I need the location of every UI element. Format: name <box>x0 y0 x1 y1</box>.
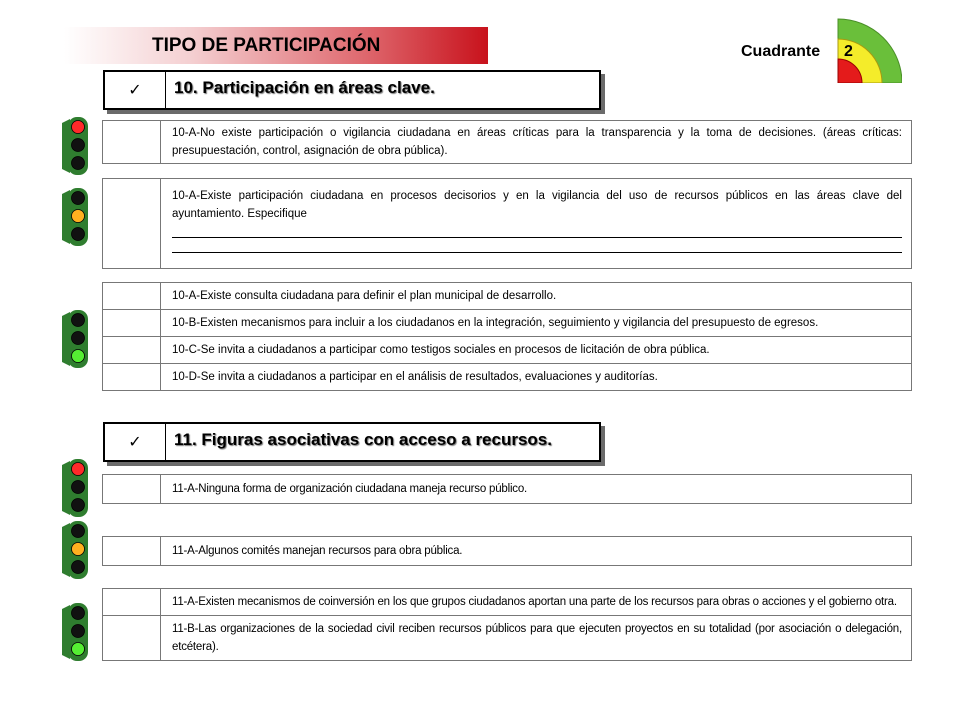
table-row <box>103 179 911 268</box>
checkbox-cell[interactable] <box>103 475 161 503</box>
option-text: 10-B-Existen mecanismos para incluir a los ciudadanos en la integración, seguimiento y vigilancia del presupuesto de egresos. <box>172 317 819 329</box>
specify-line[interactable] <box>172 242 902 253</box>
specify-line[interactable] <box>172 227 902 238</box>
option-text: 11-B-Las organizaciones de la sociedad civil reciben recursos públicos para que ejecuten proyectos en su totalidad (por asociación o delegación, etcétera). <box>172 623 902 653</box>
check-icon: ✓ <box>105 72 166 108</box>
checkbox-cell[interactable] <box>103 121 161 163</box>
option-cell <box>161 179 911 268</box>
table-row <box>103 121 911 163</box>
page-title: TIPO DE PARTICIPACIÓN <box>152 35 381 56</box>
traffic-light-icon <box>60 186 90 248</box>
option-text: 11-A-Algunos comités manejan recursos para obra pública. <box>172 545 463 557</box>
option-table-10-green <box>102 282 912 391</box>
quadrant-label: Cuadrante <box>741 43 821 60</box>
section-title: 10. Participación en áreas clave. <box>174 78 435 97</box>
option-table-10-yellow <box>102 178 912 269</box>
checkbox-cell[interactable] <box>103 616 161 660</box>
table-row <box>103 283 911 309</box>
option-text: 11-A-Ninguna forma de organización ciudadana maneja recurso público. <box>172 483 528 495</box>
checkbox-cell[interactable] <box>103 364 161 390</box>
table-row <box>103 589 911 615</box>
option-text: 10-D-Se invita a ciudadanos a participar en el análisis de resultados, evaluaciones y auditorías. <box>172 371 658 383</box>
traffic-light-icon <box>60 115 90 177</box>
section-10-header <box>103 70 601 110</box>
option-table-11-green <box>102 588 912 661</box>
checkbox-cell[interactable] <box>103 310 161 336</box>
traffic-light-icon <box>60 457 90 519</box>
option-text: 10-A-Existe participación ciudadana en procesos decisorios y en la vigilancia del uso de recursos públicos en las áreas clave del ayuntamiento. Especifique <box>172 190 902 220</box>
table-row <box>103 309 911 336</box>
table-row <box>103 363 911 390</box>
quadrant-number: 2 <box>844 43 853 60</box>
option-text: 10-A-No existe participación o vigilancia ciudadana en áreas críticas para la transparencia y la toma de decisiones. (áreas críticas: presupuestación, control, asignación de obra pública). <box>172 127 902 157</box>
option-text: 11-A-Existen mecanismos de coinversión en los que grupos ciudadanos aportan una parte de los recursos para obras o acciones y el gobierno otra. <box>172 596 897 608</box>
checkbox-cell[interactable] <box>103 589 161 615</box>
option-text: 10-C-Se invita a ciudadanos a participar como testigos sociales en procesos de licitación de obra pública. <box>172 344 710 356</box>
check-icon: ✓ <box>105 424 166 460</box>
section-11-header <box>103 422 601 462</box>
option-table-10-red <box>102 120 912 164</box>
checkbox-cell[interactable] <box>103 337 161 363</box>
table-row <box>103 537 911 565</box>
traffic-light-icon <box>60 519 90 581</box>
checkbox-cell[interactable] <box>103 537 161 565</box>
table-row <box>103 336 911 363</box>
quadrant-gauge-icon <box>826 17 902 83</box>
table-row <box>103 475 911 503</box>
traffic-light-icon <box>60 308 90 370</box>
option-table-11-yellow <box>102 536 912 566</box>
checkbox-cell[interactable] <box>103 283 161 309</box>
option-table-11-red <box>102 474 912 504</box>
checkbox-cell[interactable] <box>103 179 161 268</box>
table-row <box>103 615 911 660</box>
traffic-light-icon <box>60 601 90 663</box>
option-text: 10-A-Existe consulta ciudadana para definir el plan municipal de desarrollo. <box>172 290 557 302</box>
section-title: 11. Figuras asociativas con acceso a recursos. <box>174 430 552 449</box>
